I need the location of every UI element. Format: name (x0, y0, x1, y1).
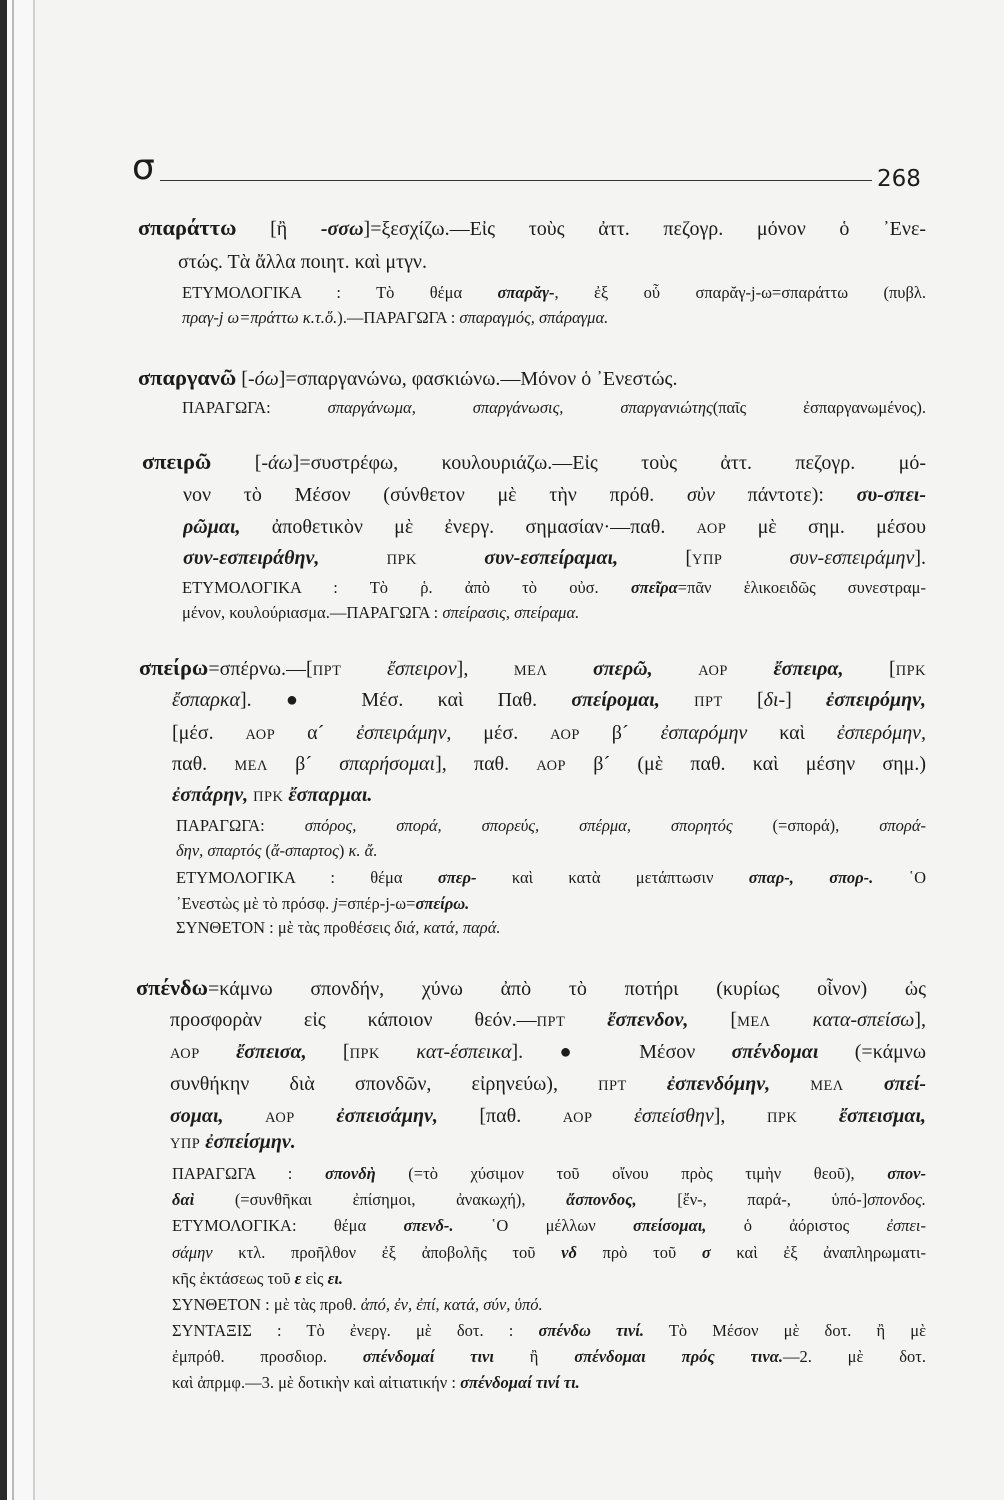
text-segment: (πυβλ. (848, 283, 926, 302)
emphasized-text: ἐσπείσθην (634, 1105, 714, 1127)
text-line (176, 913, 500, 943)
emphasized-text: ἄ-σπαρτος (270, 841, 339, 860)
text-segment: καὶ ἀπρμφ.—3. μὲ δοτικὴν καὶ αἰτιατικήν : (172, 1373, 461, 1392)
grammar-abbrev: ΜΕΛ (234, 758, 268, 774)
emphasized-text: διά, κατά, παρά. (394, 918, 501, 937)
text-segment: =σπέρ-j-ω= (338, 894, 416, 913)
text-segment: [ (618, 547, 693, 569)
emphasized-text: ἐσπερόμην, (836, 722, 926, 744)
text-segment: μένον, κουλούριασμα.—ΠΑΡΑΓΩΓΑ : (182, 603, 443, 622)
text-segment: β´ (267, 753, 340, 775)
headword: σπένδω (136, 975, 209, 1000)
text-segment: ΠΑΡΑΓΩΓΑ : (172, 1164, 325, 1183)
headword: σπείρω (139, 655, 209, 680)
emphasized-text: συν-εσπείραμαι, (484, 547, 619, 569)
text-segment: ΕΤΥΜΟΛΟΓΙΚΑ: θέμα (172, 1216, 404, 1235)
emphasized-text: ει. (327, 1269, 344, 1288)
entry-headline (138, 363, 677, 393)
text-segment: ῾Ο (873, 868, 926, 887)
text-segment: ΣΥΝΘΕΤΟΝ : μὲ τὰς προθέσεις (176, 918, 395, 937)
grammar-abbrev: ΜΕΛ (810, 1078, 844, 1094)
grammar-abbrev: ΑΟΡ (170, 1046, 200, 1062)
grammar-abbrev: ΑΟΡ (536, 758, 567, 774)
grammar-abbrev: ΠΡΤ (536, 1014, 566, 1030)
text-segment: πάντοτε): (714, 484, 857, 506)
text-segment: ἢ (493, 1347, 575, 1366)
text-segment: —2. μὲ δοτ. (782, 1347, 926, 1366)
emphasized-text: j (333, 894, 338, 913)
emphasized-text: ἐσπείσμην. (205, 1131, 296, 1153)
text-segment: , ἐξ οὗ σπαρᾰγ-j-ω= (554, 283, 782, 302)
text-segment: κῆς ἐκτάσεως τοῦ (172, 1269, 295, 1288)
scan-edge-line-2 (33, 0, 35, 1500)
text-segment: [ (236, 368, 248, 390)
emphasized-text: σπένδω τινί. (538, 1321, 644, 1340)
text-segment: νον τὸ Μέσον (σύνθετον μὲ τὴν πρόθ. (183, 484, 687, 506)
text-segment: Τὸ Μέσον μὲ δοτ. ἢ μὲ (643, 1321, 926, 1340)
entry-headline (139, 653, 926, 683)
text-segment: α´ (275, 722, 357, 744)
grammar-abbrev: ΑΟΡ (550, 727, 580, 743)
text-segment: ΕΤΥΜΟΛΟΓΙΚΑ : Τὸ θέμα (182, 283, 498, 302)
scan-edge-dark (0, 0, 7, 1500)
text-segment: παθ. (172, 753, 235, 775)
text-segment: (=συνθῆκαι ἐπίσημοι, ἀνακωχή), (194, 1190, 567, 1209)
text-segment: ΕΤΥΜΟΛΟΓΙΚΑ : θέμα (176, 868, 438, 887)
emphasized-text: -σσω (320, 218, 364, 240)
text-segment: ὁ ἀόριστος (706, 1216, 887, 1235)
grammar-abbrev: ΠΡΤ (598, 1078, 627, 1094)
emphasized-text: σὺν (686, 484, 715, 506)
emphasized-text: σομαι, (170, 1105, 224, 1127)
page-number: 268 (877, 166, 921, 192)
text-segment: σπαράττω (781, 283, 849, 302)
emphasized-text: σπαρ-, σπορ-. (748, 868, 874, 887)
grammar-abbrev: ΑΟΡ (265, 1110, 295, 1126)
text-segment (653, 658, 699, 680)
text-segment: ]. ● Μέσ. καὶ Παθ. (239, 689, 572, 711)
emphasized-text: συν-εσπειράθην, (183, 547, 320, 569)
text-segment (380, 1041, 416, 1063)
text-segment (200, 1041, 236, 1063)
text-segment: κτλ. προῆλθον ἐξ ἀποβολῆς τοῦ (212, 1243, 562, 1262)
text-segment (771, 1009, 813, 1031)
emphasized-text: ἔσπεισμαι, (838, 1105, 926, 1127)
text-segment: ἐμπρόθ. προσδιορ. (172, 1347, 363, 1366)
text-line (172, 718, 926, 748)
text-segment: ]. (914, 547, 926, 569)
text-segment: ( (261, 841, 271, 860)
text-segment: ΠΑΡΑΓΩΓΑ: (182, 398, 328, 417)
text-segment (660, 689, 694, 711)
text-segment: ΕΤΥΜΟΛΟΓΙΚΑ : Τὸ ῥ. ἀπὸ τὸ οὐσ. (182, 578, 631, 597)
grammar-abbrev: ΥΠΡ (692, 552, 723, 568)
emphasized-text: σπερῶ, (592, 658, 653, 680)
text-segment (417, 547, 484, 569)
text-segment: β´ (579, 722, 661, 744)
headword: σπαργανῶ (138, 365, 237, 390)
text-line (182, 598, 579, 628)
text-segment: ]=ξεσχίζω.—Εἰς τοὺς ἀττ. πεζογρ. μόνον ὁ ᾽Ενε- (363, 218, 926, 240)
emphasized-text: πραγ-j ω=πράττω κ.τ.ὅ. (182, 308, 338, 327)
emphasized-text: σπένδομαί τινί τι. (460, 1373, 580, 1392)
text-segment: ]=σπαργανώνω, φασκιώνω.—Μόνον ὁ ᾽Ενεστώς. (278, 368, 678, 390)
emphasized-text: σπαρήσομαι (339, 753, 436, 775)
emphasized-text: ἔσπεισα, (236, 1041, 307, 1063)
text-segment: [ἔν-, παρά-, ὑπό-] (636, 1190, 868, 1209)
text-segment (770, 1073, 810, 1095)
text-segment: ) (338, 841, 349, 860)
text-segment: (παῖς ἐσπαργανωμένος). (712, 398, 926, 417)
emphasized-text: σπόρος, σπορά, σπορεύς, σπέρμα, σπορητός (304, 816, 733, 835)
text-segment: (=κάμνω (818, 1041, 926, 1063)
text-segment: ἀποθετικὸν μὲ ἐνεργ. σημασίαν·—παθ. (240, 516, 697, 538)
text-line (172, 1211, 926, 1241)
emphasized-text: ἔσπειρον (386, 658, 457, 680)
emphasized-text: σπορά- (879, 816, 926, 835)
text-segment: β´ (μὲ παθ. καὶ μέσην σημ.) (566, 753, 926, 775)
emphasized-text: -άω (261, 452, 293, 474)
emphasized-text: ἔσπαρμαι. (288, 784, 373, 806)
grammar-abbrev: ΠΡΚ (766, 1110, 798, 1126)
entry-headline (136, 973, 926, 1003)
emphasized-text: σ (701, 1243, 711, 1262)
emphasized-text: δαὶ (172, 1190, 195, 1209)
text-segment: [ (306, 1041, 350, 1063)
emphasized-text: σπον- (887, 1164, 926, 1183)
text-segment: [ (843, 658, 896, 680)
text-segment: [ (688, 1009, 738, 1031)
grammar-abbrev: ΥΠΡ (170, 1136, 201, 1152)
emphasized-text: σπένδομαι πρός τινα. (574, 1347, 783, 1366)
emphasized-text: ἔσπειρα, (773, 658, 844, 680)
emphasized-text: σπεί- (883, 1073, 926, 1095)
emphasized-text: -όω (247, 368, 279, 390)
headword: σπαράττω (138, 215, 237, 240)
header-rule (160, 180, 872, 181)
grammar-abbrev: ΠΡΤ (312, 663, 342, 679)
grammar-abbrev: ΑΟΡ (245, 727, 276, 743)
text-segment: καὶ (747, 722, 837, 744)
entry-headline (138, 213, 926, 243)
text-segment: ], παθ. (435, 753, 537, 775)
text-segment: ], (456, 658, 514, 680)
emphasized-text: σπερ- (437, 868, 477, 887)
emphasized-text: δι- (763, 689, 786, 711)
emphasized-text: συ-σπει- (856, 484, 926, 506)
emphasized-text: σπείρω. (415, 894, 470, 913)
text-line (178, 247, 427, 277)
text-segment (224, 1105, 266, 1127)
grammar-abbrev: ΠΡΚ (349, 1046, 380, 1062)
text-segment: ΣΥΝΘΕΤΟΝ : μὲ τὰς προθ. (172, 1295, 361, 1314)
text-segment: εἰς (301, 1269, 328, 1288)
emphasized-text: ἔσπαρκα (172, 689, 240, 711)
text-segment: [μέσ. (172, 722, 246, 744)
text-line (172, 1368, 580, 1398)
emphasized-text: ἐσπειρόμην, (826, 689, 926, 711)
emphasized-text: ἐσπάρην, (172, 784, 249, 806)
text-line (183, 480, 926, 510)
text-segment: =πᾶν ἑλικοειδῶς συνεστραμ- (677, 578, 926, 597)
emphasized-text: σπαργάνωμα, σπαργάνωσις, σπαργανιώτης (327, 398, 713, 417)
text-segment: ΠΑΡΑΓΩΓΑ: (176, 816, 305, 835)
text-segment: καὶ ἐξ ἀναπληρωματι- (710, 1243, 926, 1262)
entry-headline (142, 447, 926, 477)
text-line (182, 393, 926, 423)
text-segment (797, 1105, 839, 1127)
text-segment (844, 1073, 884, 1095)
text-segment: ], (713, 1105, 767, 1127)
text-line (182, 303, 608, 333)
emphasized-text: ἐσπαρόμην (660, 722, 748, 744)
text-segment (341, 658, 387, 680)
text-segment: καὶ κατὰ μετάπτωσιν (476, 868, 749, 887)
text-segment: στώς. Τὰ ἄλλα ποιητ. καὶ μτγν. (178, 251, 427, 273)
emphasized-text: κατ-έσπεικα (416, 1041, 512, 1063)
emphasized-text: κατα-σπείσω (812, 1009, 915, 1031)
text-line (172, 749, 926, 779)
text-line (176, 836, 377, 866)
text-segment: [παθ. (437, 1105, 563, 1127)
text-segment: [ἢ (236, 218, 321, 240)
text-segment: ).—ΠΑΡΑΓΩΓΑ : (337, 308, 460, 327)
text-segment: μὲ σημ. μέσου (726, 516, 926, 538)
text-segment: ] (785, 689, 827, 711)
grammar-abbrev: ΑΟΡ (562, 1110, 593, 1126)
emphasized-text: ἐσπενδόμην, (666, 1073, 771, 1095)
emphasized-text: σπονδὴ (324, 1164, 376, 1183)
text-segment: ῾Ο μέλλων (453, 1216, 633, 1235)
text-segment (547, 658, 593, 680)
text-line (170, 1005, 926, 1035)
text-segment (565, 1009, 607, 1031)
text-segment (722, 547, 789, 569)
text-line (183, 512, 926, 542)
emphasized-text: ρῶμαι, (183, 516, 241, 538)
emphasized-text: ἄσπονδος, (566, 1190, 637, 1209)
text-segment: (=σπορά), (732, 816, 880, 835)
text-segment: , μέσ. (446, 722, 551, 744)
emphasized-text: σπεῖρα (630, 578, 678, 597)
emphasized-text: ἐσπειράμην (356, 722, 447, 744)
emphasized-text: ἔσπενδον, (607, 1009, 689, 1031)
emphasized-text: σπείρασις, σπείραμα. (442, 603, 580, 622)
emphasized-text: σπαραγμός, σπάραγμα. (459, 308, 609, 327)
emphasized-text: σπείσομαι, (633, 1216, 707, 1235)
grammar-abbrev: ΑΟΡ (696, 521, 727, 537)
text-line (170, 1037, 926, 1067)
emphasized-text: ε (294, 1269, 302, 1288)
text-line (170, 1069, 926, 1099)
text-segment (728, 658, 774, 680)
text-line (183, 543, 926, 573)
text-segment: ΣΥΝΤΑΞΙΣ : Τὸ ἐνεργ. μὲ δοτ. : (172, 1321, 539, 1340)
emphasized-text: σπενδ-. (403, 1216, 454, 1235)
text-segment: [ (211, 452, 262, 474)
emphasized-text: σπείρομαι, (571, 689, 660, 711)
text-segment: ], (914, 1009, 926, 1031)
grammar-abbrev: ΑΟΡ (698, 663, 728, 679)
emphasized-text: ἐσπει- (886, 1216, 926, 1235)
emphasized-text: σπένδομαί τινι (362, 1347, 494, 1366)
emphasized-text: ἐσπεισάμην, (336, 1105, 438, 1127)
grammar-abbrev: ΠΡΚ (895, 663, 926, 679)
text-segment (319, 547, 386, 569)
text-line (172, 780, 372, 810)
headword: σπειρῶ (142, 449, 212, 474)
emphasized-text: ἀπό, ἐν, ἐπί, κατά, σύν, ὑπό. (360, 1295, 543, 1314)
text-segment: =κάμνω σπονδήν, χύνω ἀπὸ τὸ ποτήρι (κυρίως οἶνον) ὡς (208, 978, 926, 1000)
emphasized-text: κ. ἄ. (348, 841, 378, 860)
text-segment (627, 1073, 667, 1095)
text-segment (295, 1105, 337, 1127)
emphasized-text: σάμην (172, 1243, 213, 1262)
text-segment: [ (722, 689, 764, 711)
emphasized-text: νδ (561, 1243, 577, 1262)
text-segment: =σπέρνω.—[ (208, 658, 313, 680)
text-segment (592, 1105, 634, 1127)
grammar-abbrev: ΠΡΚ (253, 789, 284, 805)
grammar-abbrev: ΠΡΚ (386, 552, 417, 568)
text-segment: συνθήκην διὰ σπονδῶν, εἰρηνεύω), (170, 1073, 599, 1095)
emphasized-text: σπονδος. (867, 1190, 926, 1209)
text-segment: πρὸ τοῦ (576, 1243, 702, 1262)
emphasized-text: σπένδομαι (731, 1041, 819, 1063)
emphasized-text: συν-εσπειράμην (789, 547, 915, 569)
text-segment: ᾽Ενεστὼς μὲ τὸ πρόσφ. (176, 894, 334, 913)
text-segment: (=τὸ χύσιμον τοῦ οἴνου πρὸς τιμὴν θεοῦ), (375, 1164, 888, 1183)
text-line (170, 1127, 296, 1157)
grammar-abbrev: ΠΡΤ (694, 694, 723, 710)
scan-edge-margin (14, 0, 33, 1500)
grammar-abbrev: ΜΕΛ (737, 1014, 771, 1030)
section-letter: σ (132, 147, 155, 188)
text-line (172, 685, 926, 715)
emphasized-text: σπαρᾰγ- (497, 283, 555, 302)
emphasized-text: δην, σπαρτός (176, 841, 262, 860)
text-segment: προσφορὰν εἰς κάποιον θεόν.— (170, 1009, 537, 1031)
text-segment: ]=συστρέφω, κουλουριάζω.—Εἰς τοὺς ἀττ. πεζογρ. μό- (292, 452, 926, 474)
text-segment: ]. ● Μέσον (511, 1041, 732, 1063)
grammar-abbrev: ΜΕΛ (513, 663, 548, 679)
